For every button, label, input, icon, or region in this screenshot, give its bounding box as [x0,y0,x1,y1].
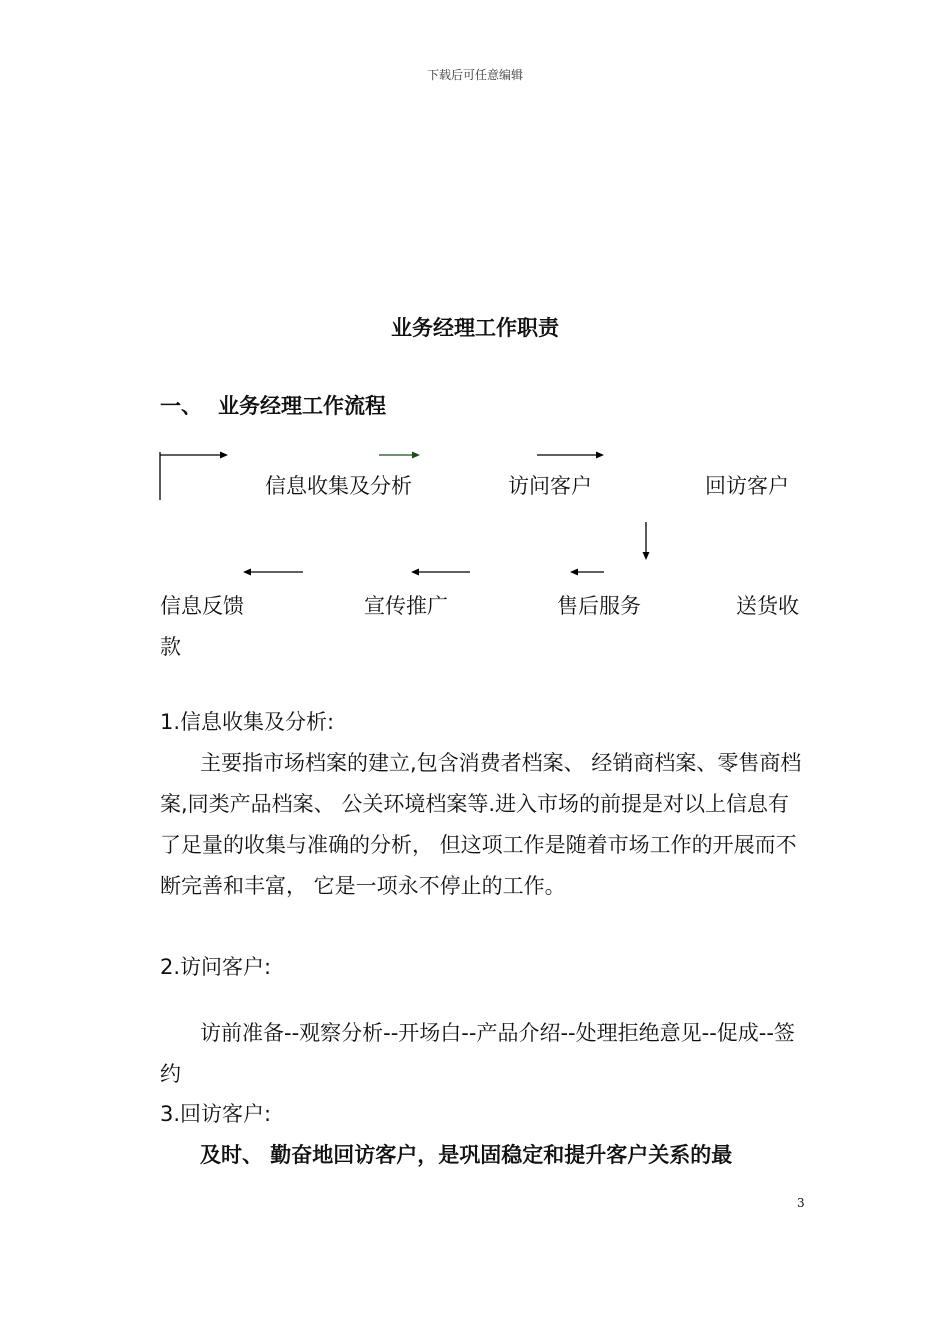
flow-step-feedback: 信息反馈 [160,594,244,618]
document-title: 业务经理工作职责 [391,316,559,340]
page-number: 3 [797,1196,805,1210]
flow-step-delivery-wrap: 款 [160,635,181,659]
section-title: 业务经理工作流程 [218,394,386,418]
section-number: 一、 [160,394,202,418]
item2-heading: 2.访问客户: [160,955,272,979]
flow-step-after-sales: 售后服务 [557,594,641,618]
item3-paragraph: 及时、 勤奋地回访客户，是巩固稳定和提升客户关系的最 [200,1143,733,1167]
header-note: 下载后可任意编辑 [426,68,523,82]
item1-heading: 1.信息收集及分析: [160,710,335,734]
flow-step-visit-client: 访问客户 [508,474,592,498]
flow-step-promotion: 宣传推广 [364,594,448,618]
item3-heading: 3.回访客户: [160,1102,272,1126]
flow-step-info-collection: 信息收集及分析 [265,474,412,498]
flow-step-revisit-client: 回访客户 [705,474,789,498]
item1-paragraph: 主要指市场档案的建立,包含消费者档案、 经销商档案、零售商档案,同类产品档案、 公关环境档案等.进入市场的前提是对以上信息有了足量的收集与准确的分析， 但这项工作是随着市场工作的开展而不断完善和丰富， 它是一项永不停止的工作。 [160,751,802,898]
item2-paragraph: 访前准备--观察分析--开场白--产品介绍--处理拒绝意见--促成--签约 [160,1021,795,1086]
flow-step-delivery: 送货收 [736,594,799,618]
